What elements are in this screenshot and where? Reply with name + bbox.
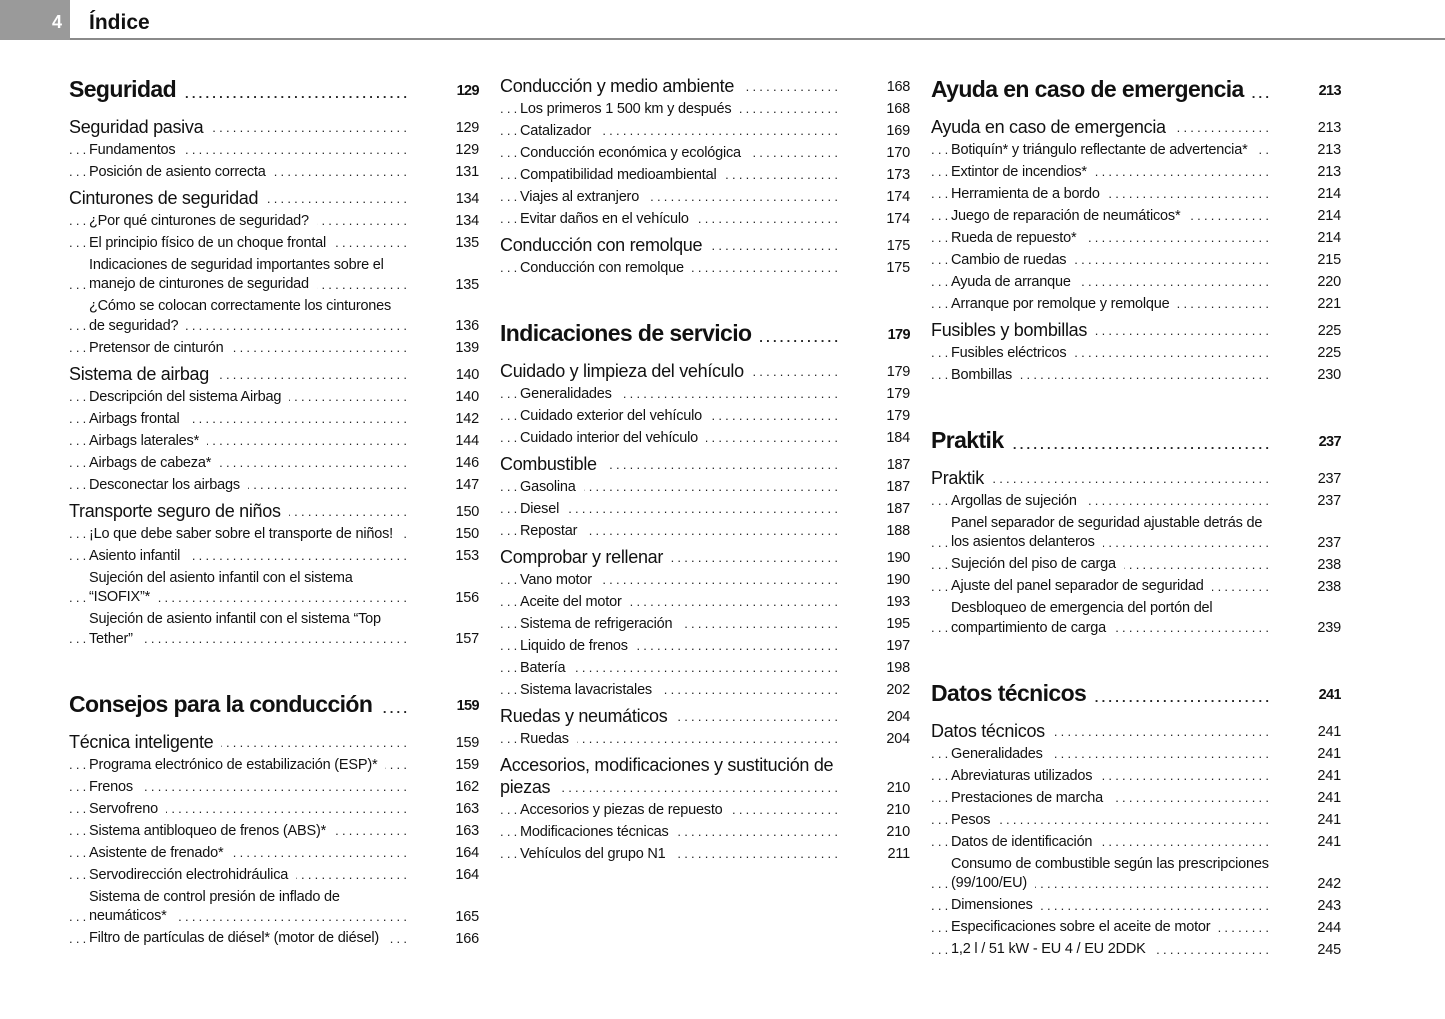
toc-subentry[interactable]	[69, 866, 479, 886]
toc-subentry[interactable]	[69, 388, 479, 408]
entry-title: Sistema de airbag	[69, 364, 217, 384]
toc-chapter-entry[interactable]	[69, 116, 479, 138]
entry-page-number: 190	[886, 572, 910, 588]
entry-title: Sistema antibloqueo de frenos (ABS)*	[89, 823, 334, 839]
entry-title: Vano motor	[520, 572, 600, 588]
toc-subentry[interactable]	[69, 800, 479, 820]
entry-title: Accesorios, modificaciones y sustitución de piezas	[500, 755, 834, 797]
toc-subentry[interactable]	[500, 385, 910, 405]
toc-subentry[interactable]	[931, 273, 1341, 293]
toc-chapter-entry[interactable]	[69, 731, 479, 753]
entry-page-number: 210	[886, 802, 910, 818]
toc-subentry[interactable]	[931, 789, 1341, 809]
entry-title: Datos técnicos	[931, 721, 1053, 741]
entry-title: Indicaciones de servicio	[500, 320, 760, 346]
entry-page-number: 238	[1317, 556, 1341, 573]
entry-page-number: 175	[886, 260, 910, 276]
entry-page-number: 204	[886, 731, 910, 747]
entry-title: Cambio de ruedas	[951, 252, 1074, 268]
entry-page-number: 210	[886, 824, 910, 840]
entry-page-number: 242	[1317, 875, 1341, 892]
entry-title: Los primeros 1 500 km y después	[520, 101, 739, 117]
entry-page-number: 188	[886, 523, 910, 539]
toc-column-2	[500, 72, 910, 864]
entry-title: Airbags frontal	[89, 411, 188, 427]
entry-page-number: 197	[886, 638, 910, 654]
toc-subentry[interactable]	[500, 615, 910, 635]
entry-page-number: 241	[1317, 834, 1341, 850]
toc-subentry[interactable]	[931, 366, 1341, 386]
toc-subentry[interactable]	[69, 476, 479, 496]
toc-subentry[interactable]	[69, 778, 479, 798]
entry-title: Asistente de frenado*	[89, 845, 231, 861]
entry-page-number: 187	[886, 479, 910, 495]
toc-column-3	[931, 72, 1341, 960]
toc-subentry[interactable]	[500, 188, 910, 208]
entry-title: ¡Lo que debe saber sobre el transporte de niños!	[89, 526, 401, 542]
entry-title: Desconectar los airbags	[89, 477, 248, 493]
entry-title: Ruedas y neumáticos	[500, 706, 675, 726]
entry-title: Liquido de frenos	[520, 638, 636, 654]
entry-page-number: 198	[886, 660, 910, 676]
entry-title: Ayuda en caso de emergencia	[931, 117, 1174, 137]
entry-page-number: 157	[455, 631, 479, 647]
entry-page-number: 129	[455, 120, 479, 136]
entry-title: Argollas de sujeción	[951, 493, 1085, 509]
toc-subentry[interactable]	[500, 100, 910, 120]
toc-subentry[interactable]	[69, 410, 479, 430]
entry-page-number: 168	[886, 79, 910, 95]
toc-subentry[interactable]	[69, 339, 479, 359]
toc-subentry[interactable]	[69, 454, 479, 474]
entry-title: Ruedas	[520, 731, 577, 747]
entry-title: Arranque por remolque y remolque	[951, 296, 1177, 312]
entry-title: Extintor de incendios*	[951, 164, 1095, 180]
entry-page-number: 179	[887, 327, 910, 343]
toc-subentry[interactable]	[500, 659, 910, 679]
entry-title: Viajes al extranjero	[520, 189, 647, 205]
entry-page-number: 163	[455, 823, 479, 839]
entry-title: Comprobar y rellenar	[500, 547, 671, 567]
toc-subentry[interactable]	[931, 163, 1341, 183]
entry-page-number: 140	[455, 367, 479, 383]
toc-chapter-entry[interactable]	[500, 75, 910, 97]
entry-page-number: 179	[886, 386, 910, 402]
entry-page-number: 230	[1317, 367, 1341, 383]
page-number: 4	[51, 12, 62, 32]
entry-title: Abreviaturas utilizados	[951, 768, 1100, 784]
entry-page-number: 241	[1317, 768, 1341, 784]
entry-page-number: 213	[1317, 164, 1341, 180]
page-title: Índice	[89, 11, 150, 34]
entry-page-number: 144	[455, 433, 479, 449]
entry-title: Vehículos del grupo N1	[520, 846, 674, 862]
toc-chapter-entry[interactable]	[931, 116, 1341, 138]
entry-page-number: 214	[1317, 186, 1341, 202]
entry-page-number: 237	[1317, 493, 1341, 509]
entry-page-number: 169	[886, 123, 910, 139]
entry-page-number: 159	[456, 698, 479, 714]
entry-title: Fundamentos	[89, 142, 183, 158]
entry-page-number: 150	[455, 526, 479, 542]
entry-page-number: 221	[1317, 296, 1341, 312]
entry-title: Sistema de refrigeración	[520, 616, 680, 632]
toc-subentry[interactable]	[931, 940, 1341, 960]
toc-section-heading[interactable]	[69, 74, 479, 104]
toc-subentry[interactable]	[500, 144, 910, 164]
entry-page-number: 225	[1317, 345, 1341, 361]
entry-title: Ayuda de arranque	[951, 274, 1079, 290]
entry-page-number: 134	[455, 213, 479, 229]
toc-subentry[interactable]	[500, 681, 910, 701]
entry-page-number: 215	[1317, 252, 1341, 268]
entry-title: Servodirección electrohidráulica	[89, 867, 296, 883]
entry-page-number: 162	[455, 779, 479, 795]
entry-page-number: 202	[886, 682, 910, 698]
entry-title: Bombillas	[951, 367, 1020, 383]
entry-page-number: 243	[1317, 897, 1341, 914]
entry-page-number: 204	[886, 709, 910, 725]
toc-subentry[interactable]	[69, 888, 479, 927]
toc-subentry[interactable]	[500, 571, 910, 591]
entry-page-number: 153	[455, 548, 479, 564]
entry-page-number: 211	[887, 846, 910, 862]
entry-title: Cuidado interior del vehículo	[520, 430, 706, 446]
entry-title: Evitar daños en el vehículo	[520, 211, 697, 227]
entry-title: Sujeción del piso de carga	[951, 556, 1124, 572]
toc-subentry[interactable]	[69, 297, 479, 336]
entry-title: Servofreno	[89, 801, 166, 817]
entry-title: Combustible	[500, 454, 605, 474]
entry-title: Modificaciones técnicas	[520, 824, 677, 840]
entry-page-number: 239	[1317, 620, 1341, 636]
toc-subentry[interactable]	[500, 522, 910, 542]
entry-page-number: 159	[455, 735, 479, 751]
entry-page-number: 159	[455, 757, 479, 773]
entry-title: Catalizador	[520, 123, 599, 139]
entry-title: Sujeción del asiento infantil con el sistema “ISOFIX”*	[89, 569, 353, 605]
entry-page-number: 187	[886, 457, 910, 473]
entry-title: Herramienta de a bordo	[951, 186, 1108, 202]
entry-page-number: 241	[1317, 812, 1341, 828]
entry-page-number: 237	[1317, 471, 1341, 487]
entry-page-number: 241	[1317, 790, 1341, 806]
entry-title: Aceite del motor	[520, 594, 630, 610]
entry-title: Ayuda en caso de emergencia	[931, 76, 1252, 102]
entry-page-number: 225	[1317, 323, 1341, 339]
entry-title: Gasolina	[520, 479, 584, 495]
toc-subentry[interactable]	[931, 855, 1341, 894]
toc-subentry[interactable]	[931, 833, 1341, 853]
entry-title: Fusibles eléctricos	[951, 345, 1074, 361]
entry-title: ¿Cómo se colocan correctamente los cinturones de seguridad?	[89, 298, 392, 334]
entry-title: Botiquín* y triángulo reflectante de advertencia*	[951, 142, 1256, 158]
entry-title: Praktik	[931, 427, 1012, 453]
toc-subentry[interactable]	[500, 478, 910, 498]
toc-subentry[interactable]	[500, 407, 910, 427]
entry-title: Cuidado exterior del vehículo	[520, 408, 710, 424]
toc-subentry[interactable]	[69, 234, 479, 254]
toc-subentry[interactable]	[69, 569, 479, 608]
entry-title: Filtro de partículas de diésel* (motor de diésel)	[89, 930, 387, 946]
toc-subentry[interactable]	[931, 767, 1341, 787]
toc-chapter-entry[interactable]	[931, 720, 1341, 742]
entry-title: Indicaciones de seguridad importantes sobre el manejo de cinturones de seguridad	[89, 256, 384, 292]
entry-page-number: 237	[1317, 534, 1341, 551]
entry-page-number: 187	[886, 501, 910, 517]
toc-column-1	[69, 72, 479, 949]
entry-title: Seguridad	[69, 76, 184, 102]
entry-title: Especificaciones sobre el aceite de motor	[951, 919, 1218, 935]
entry-page-number: 129	[456, 83, 479, 99]
entry-page-number: 213	[1318, 83, 1341, 99]
entry-title: Generalidades	[520, 386, 620, 402]
entry-page-number: 214	[1317, 208, 1341, 224]
entry-title: Seguridad pasiva	[69, 117, 211, 137]
entry-page-number: 179	[886, 408, 910, 424]
entry-title: Repostar	[520, 523, 585, 539]
entry-page-number: 136	[455, 318, 479, 334]
entry-page-number: 237	[1318, 434, 1341, 450]
entry-page-number: 156	[455, 589, 479, 606]
toc-section-heading[interactable]	[69, 689, 479, 719]
entry-title: Pesos	[951, 812, 998, 828]
entry-title: Praktik	[931, 468, 992, 488]
entry-page-number: 195	[886, 616, 910, 632]
entry-title: Pretensor de cinturón	[89, 340, 231, 356]
entry-title: Airbags laterales*	[89, 433, 207, 449]
entry-page-number: 173	[886, 167, 910, 183]
toc-chapter-entry[interactable]	[69, 500, 479, 522]
entry-page-number: 135	[455, 235, 479, 251]
entry-page-number: 129	[455, 142, 479, 158]
entry-title: Accesorios y piezas de repuesto	[520, 802, 731, 818]
page-number-tab	[0, 0, 70, 40]
entry-title: Transporte seguro de niños	[69, 501, 289, 521]
entry-title: Consumo de combustible según las prescripciones (99/100/EU)	[951, 855, 1269, 891]
entry-page-number: 175	[886, 238, 910, 254]
entry-page-number: 146	[455, 455, 479, 471]
toc-subentry[interactable]	[500, 259, 910, 279]
entry-title: Técnica inteligente	[69, 732, 221, 752]
toc-subentry[interactable]	[69, 141, 479, 161]
entry-title: Cuidado y limpieza del vehículo	[500, 361, 752, 381]
entry-title: Datos de identificación	[951, 834, 1100, 850]
entry-title: Sujeción de asiento infantil con el sistema “Top Tether”	[89, 611, 381, 647]
entry-title: Panel separador de seguridad ajustable detrás de los asientos delanteros	[951, 514, 1263, 550]
entry-title: Ajuste del panel separador de seguridad	[951, 578, 1212, 594]
entry-title: Sistema lavacristales	[520, 682, 660, 698]
entry-page-number: 164	[455, 867, 479, 883]
entry-page-number: 220	[1317, 274, 1341, 290]
toc-subentry[interactable]	[931, 555, 1341, 575]
entry-page-number: 241	[1318, 687, 1341, 703]
toc-subentry[interactable]	[69, 756, 479, 776]
toc-chapter-entry[interactable]	[69, 187, 479, 209]
entry-page-number: 184	[886, 430, 910, 446]
entry-page-number: 214	[1317, 230, 1341, 246]
toc-subentry[interactable]	[931, 229, 1341, 249]
header-divider	[70, 38, 1445, 40]
toc-subentry[interactable]	[931, 141, 1341, 161]
toc-subentry[interactable]	[931, 745, 1341, 765]
entry-page-number: 245	[1317, 941, 1341, 958]
toc-subentry[interactable]	[500, 593, 910, 613]
entry-page-number: 213	[1317, 120, 1341, 136]
toc-chapter-entry[interactable]	[931, 319, 1341, 341]
toc-subentry[interactable]	[69, 547, 479, 567]
entry-title: Diesel	[520, 501, 567, 517]
entry-title: Programa electrónico de estabilización (ESP)*	[89, 757, 385, 773]
entry-title: Cinturones de seguridad	[69, 188, 266, 208]
toc-chapter-entry[interactable]	[500, 360, 910, 382]
entry-page-number: 163	[455, 801, 479, 817]
toc-subentry[interactable]	[500, 637, 910, 657]
entry-title: Fusibles y bombillas	[931, 320, 1095, 340]
toc-subentry[interactable]	[69, 929, 479, 949]
toc-subentry[interactable]	[931, 896, 1341, 916]
entry-title: Compatibilidad medioambiental	[520, 167, 725, 183]
toc-chapter-entry[interactable]	[69, 363, 479, 385]
toc-section-heading[interactable]	[500, 318, 910, 348]
entry-page-number: 213	[1317, 142, 1341, 158]
entry-page-number: 190	[886, 550, 910, 566]
toc-subentry[interactable]	[500, 122, 910, 142]
entry-page-number: 210	[886, 780, 910, 796]
entry-title: Desbloqueo de emergencia del portón del compartimiento de carga	[951, 600, 1213, 636]
toc-subentry[interactable]	[500, 500, 910, 520]
entry-page-number: 193	[886, 594, 910, 610]
toc-subentry[interactable]	[931, 514, 1341, 553]
toc-subentry[interactable]	[931, 185, 1341, 205]
entry-page-number: 150	[455, 504, 479, 520]
toc-subentry[interactable]	[500, 210, 910, 230]
entry-page-number: 140	[455, 389, 479, 405]
toc-subentry[interactable]	[931, 918, 1341, 938]
toc-subentry[interactable]	[500, 166, 910, 186]
entry-page-number: 134	[455, 191, 479, 207]
entry-title: Frenos	[89, 779, 141, 795]
toc-subentry[interactable]	[69, 525, 479, 545]
entry-page-number: 166	[455, 930, 479, 947]
entry-page-number: 174	[886, 189, 910, 205]
toc-subentry[interactable]	[69, 610, 479, 649]
toc-chapter-entry[interactable]	[500, 234, 910, 256]
entry-title: Conducción con remolque	[500, 235, 710, 255]
entry-page-number: 174	[886, 211, 910, 227]
toc-subentry[interactable]	[931, 207, 1341, 227]
toc-subentry[interactable]	[500, 429, 910, 449]
toc-subentry[interactable]	[931, 811, 1341, 831]
toc-chapter-entry[interactable]	[500, 754, 910, 798]
entry-title: Batería	[520, 660, 573, 676]
entry-page-number: 179	[886, 364, 910, 380]
entry-title: ¿Por qué cinturones de seguridad?	[89, 213, 317, 229]
toc-chapter-entry[interactable]	[500, 453, 910, 475]
entry-page-number: 142	[455, 411, 479, 427]
entry-title: Sistema de control presión de inflado de neumáticos*	[89, 888, 340, 924]
entry-title: Dimensiones	[951, 897, 1041, 913]
toc-subentry[interactable]	[69, 844, 479, 864]
toc-subentry[interactable]	[69, 822, 479, 842]
entry-title: Conducción con remolque	[520, 260, 692, 276]
entry-page-number: 244	[1317, 919, 1341, 936]
toc-subentry[interactable]	[931, 251, 1341, 271]
toc-subentry[interactable]	[69, 432, 479, 452]
entry-title: Generalidades	[951, 746, 1051, 762]
entry-page-number: 165	[455, 908, 479, 925]
entry-title: 1,2 l / 51 kW - EU 4 / EU 2DDK	[951, 941, 1154, 957]
entry-title: Datos técnicos	[931, 680, 1094, 706]
toc-chapter-entry[interactable]	[500, 705, 910, 727]
entry-page-number: 147	[455, 477, 479, 493]
toc-subentry[interactable]	[931, 344, 1341, 364]
toc-section-heading[interactable]	[931, 678, 1341, 708]
entry-page-number: 241	[1317, 724, 1341, 740]
entry-page-number: 238	[1317, 578, 1341, 595]
toc-subentry[interactable]	[931, 599, 1341, 638]
entry-page-number: 139	[455, 340, 479, 356]
entry-page-number: 170	[886, 145, 910, 161]
toc-subentry[interactable]	[931, 577, 1341, 597]
entry-title: Asiento infantil	[89, 548, 188, 564]
entry-title: Posición de asiento correcta	[89, 164, 274, 180]
entry-title: Consejos para la conducción	[69, 691, 380, 717]
entry-page-number: 168	[886, 101, 910, 117]
toc-chapter-entry[interactable]	[500, 546, 910, 568]
entry-title: Prestaciones de marcha	[951, 790, 1111, 806]
toc-subentry[interactable]	[69, 256, 479, 295]
entry-title: Airbags de cabeza*	[89, 455, 219, 471]
entry-title: Conducción económica y ecológica	[520, 145, 749, 161]
entry-page-number: 241	[1317, 746, 1341, 762]
toc-section-heading[interactable]	[931, 74, 1341, 104]
entry-title: Conducción y medio ambiente	[500, 76, 742, 96]
entry-title: Rueda de repuesto*	[951, 230, 1084, 246]
entry-title: El principio físico de un choque frontal	[89, 235, 334, 251]
entry-page-number: 164	[455, 845, 479, 861]
entry-title: Juego de reparación de neumáticos*	[951, 208, 1188, 224]
toc-subentry[interactable]	[69, 212, 479, 232]
toc-chapter-entry[interactable]	[931, 467, 1341, 489]
toc-subentry[interactable]	[931, 492, 1341, 512]
toc-subentry[interactable]	[500, 845, 910, 865]
toc-section-heading[interactable]	[931, 425, 1341, 455]
toc-subentry[interactable]	[931, 295, 1341, 315]
toc-subentry[interactable]	[500, 801, 910, 821]
toc-subentry[interactable]	[69, 163, 479, 183]
toc-subentry[interactable]	[500, 730, 910, 750]
toc-subentry[interactable]	[500, 823, 910, 843]
entry-title: Descripción del sistema Airbag	[89, 389, 289, 405]
entry-page-number: 135	[455, 276, 479, 293]
entry-page-number: 131	[455, 164, 479, 180]
